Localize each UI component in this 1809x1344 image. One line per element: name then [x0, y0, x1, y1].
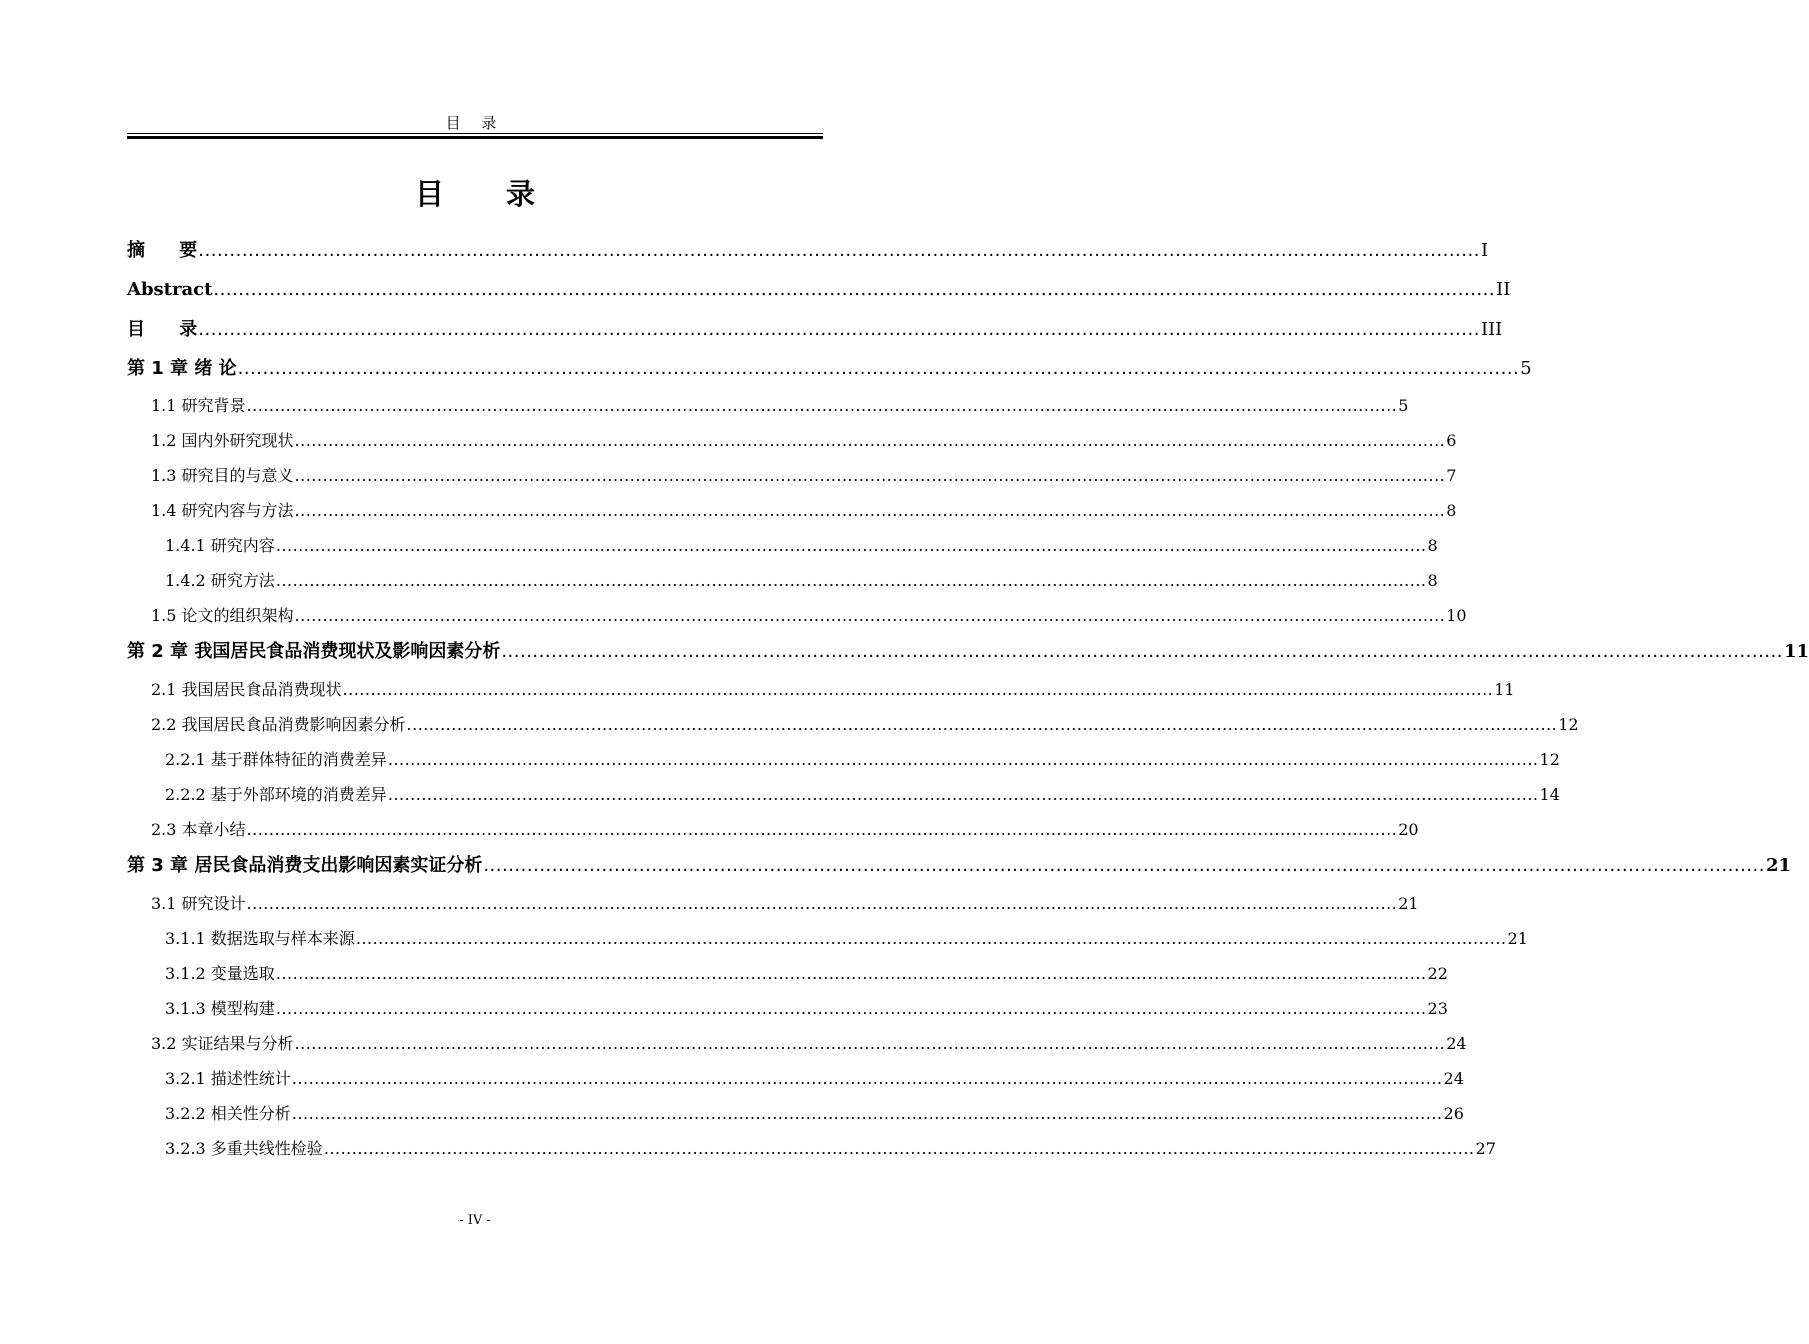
toc-entry-label: 第 3 章 居民食品消费支出影响因素实证分析 — [127, 855, 483, 876]
toc-leader: .............................................................................................................................................................................................................. — [275, 999, 1427, 1018]
toc-entry-subsection[interactable] — [165, 534, 1438, 558]
toc-entry-page: 7 — [1446, 466, 1457, 485]
toc-entry-label: 1.3 研究目的与意义 — [151, 466, 294, 485]
toc-leader: .............................................................................................................................................................................................................. — [323, 1139, 1475, 1158]
toc-leader: .............................................................................................................................................................................................................. — [275, 571, 1427, 590]
toc-leader: .............................................................................................................................................................................................................. — [501, 641, 1783, 662]
toc-entry-page: 12 — [1539, 750, 1560, 769]
toc-entry-subsection[interactable] — [165, 997, 1448, 1021]
toc-leader: .............................................................................................................................................................................................................. — [291, 1069, 1443, 1088]
toc-entry-label: 第 1 章 绪 论 — [127, 358, 237, 379]
toc-entry-page: 26 — [1443, 1104, 1464, 1123]
toc-entry-label: 目 录 — [127, 319, 212, 340]
toc-entry-subsection[interactable] — [165, 1137, 1496, 1161]
toc-entry-page: 10 — [1446, 606, 1467, 625]
toc-entry-label: 3.1.2 变量选取 — [165, 964, 275, 983]
toc-entry-page: 11 — [1784, 641, 1809, 662]
toc-leader: .............................................................................................................................................................................................................. — [342, 680, 1494, 699]
toc-entry-label: 摘 要 — [127, 240, 212, 261]
toc-entry-page: I — [1480, 240, 1489, 261]
toc-entry-label: 3.1.3 模型构建 — [165, 999, 275, 1018]
toc-entry-subsection[interactable] — [165, 748, 1560, 772]
toc-leader: .............................................................................................................................................................................................................. — [213, 279, 1496, 300]
toc-entry-page: 8 — [1427, 571, 1438, 590]
toc-entry-section[interactable] — [151, 892, 1419, 916]
toc-entry-page: 5 — [1398, 396, 1409, 415]
toc-leader: .............................................................................................................................................................................................................. — [387, 785, 1539, 804]
toc-entry-label: 1.4.1 研究内容 — [165, 536, 275, 555]
toc-entry-page: 12 — [1558, 715, 1579, 734]
toc-entry-label: 2.2.2 基于外部环境的消费差异 — [165, 785, 387, 804]
toc-leader: .............................................................................................................................................................................................................. — [294, 606, 1446, 625]
toc-leader: .............................................................................................................................................................................................................. — [483, 855, 1765, 876]
toc-entry-page: 11 — [1494, 680, 1515, 699]
toc-entry-page: 8 — [1427, 536, 1438, 555]
toc-leader: .............................................................................................................................................................................................................. — [246, 820, 1398, 839]
toc-leader: .............................................................................................................................................................................................................. — [291, 1104, 1443, 1123]
toc-entry-label: 3.1 研究设计 — [151, 894, 246, 913]
toc-entry-section[interactable] — [151, 429, 1457, 453]
toc-entry-label: 3.2.2 相关性分析 — [165, 1104, 291, 1123]
toc-leader: .............................................................................................................................................................................................................. — [387, 750, 1539, 769]
toc-entry-label: Abstract — [127, 279, 213, 300]
toc-leader: .............................................................................................................................................................................................................. — [246, 894, 1398, 913]
toc-entry-page: II — [1496, 279, 1511, 300]
toc-entry-section[interactable] — [151, 678, 1515, 702]
toc-entry-page: 21 — [1766, 855, 1792, 876]
toc-entry-section[interactable] — [151, 713, 1579, 737]
toc-entry-label: 3.1.1 数据选取与样本来源 — [165, 929, 355, 948]
toc-entry-chapter-3[interactable] — [127, 854, 1792, 878]
toc-leader: .............................................................................................................................................................................................................. — [198, 240, 1480, 261]
toc-leader: .............................................................................................................................................................................................................. — [246, 396, 1398, 415]
toc-entry-section[interactable] — [151, 604, 1467, 628]
toc-entry-label: 1.1 研究背景 — [151, 396, 246, 415]
toc-entry-label: 1.4 研究内容与方法 — [151, 501, 294, 520]
toc-leader: .............................................................................................................................................................................................................. — [198, 319, 1480, 340]
toc-entry-page: 6 — [1446, 431, 1457, 450]
toc-leader: .............................................................................................................................................................................................................. — [275, 536, 1427, 555]
toc-entry-abstract-en[interactable] — [127, 278, 1511, 302]
toc-entry-subsection[interactable] — [165, 1067, 1464, 1091]
toc-leader: .............................................................................................................................................................................................................. — [294, 1034, 1446, 1053]
toc-entry-subsection[interactable] — [165, 1102, 1464, 1126]
toc-entry-page: 14 — [1539, 785, 1560, 804]
toc-entry-page: 27 — [1475, 1139, 1496, 1158]
toc-entry-label: 1.2 国内外研究现状 — [151, 431, 294, 450]
toc-entry-label: 2.1 我国居民食品消费现状 — [151, 680, 342, 699]
toc-entry-section[interactable] — [151, 394, 1409, 418]
toc-title: 目 录 — [414, 177, 562, 211]
toc-entry-label: 3.2.1 描述性统计 — [165, 1069, 291, 1088]
running-header: 目 录 — [445, 114, 505, 132]
toc-leader: .............................................................................................................................................................................................................. — [406, 715, 1558, 734]
toc-entry-label: 2.2 我国居民食品消费影响因素分析 — [151, 715, 406, 734]
toc-entry-label: 1.4.2 研究方法 — [165, 571, 275, 590]
toc-entry-page: 23 — [1427, 999, 1448, 1018]
page-number: - IV - — [459, 1213, 491, 1228]
toc-entry-page: 21 — [1398, 894, 1419, 913]
toc-entry-page: 24 — [1443, 1069, 1464, 1088]
toc-entry-section[interactable] — [151, 818, 1419, 842]
toc-entry-subsection[interactable] — [165, 962, 1448, 986]
toc-entry-chapter-1[interactable] — [127, 357, 1532, 381]
toc-entry-page: 24 — [1446, 1034, 1467, 1053]
toc-leader: .............................................................................................................................................................................................................. — [294, 431, 1446, 450]
toc-entry-label: 第 2 章 我国居民食品消费现状及影响因素分析 — [127, 641, 501, 662]
toc-entry-chapter-2[interactable] — [127, 640, 1809, 664]
toc-entry-page: 5 — [1520, 358, 1532, 379]
toc-leader: .............................................................................................................................................................................................................. — [294, 466, 1446, 485]
toc-entry-subsection[interactable] — [165, 927, 1528, 951]
toc-entry-section[interactable] — [151, 464, 1457, 488]
toc-entry-page: III — [1480, 319, 1503, 340]
toc-entry-contents[interactable] — [127, 318, 1503, 342]
toc-entry-subsection[interactable] — [165, 783, 1560, 807]
toc-entry-section[interactable] — [151, 499, 1457, 523]
toc-entry-subsection[interactable] — [165, 569, 1438, 593]
toc-leader: .............................................................................................................................................................................................................. — [237, 358, 1520, 379]
toc-entry-abstract-cn[interactable] — [127, 239, 1489, 263]
toc-entry-page: 8 — [1446, 501, 1457, 520]
toc-leader: .............................................................................................................................................................................................................. — [275, 964, 1427, 983]
toc-entry-page: 22 — [1427, 964, 1448, 983]
toc-entry-page: 21 — [1507, 929, 1528, 948]
toc-leader: .............................................................................................................................................................................................................. — [294, 501, 1446, 520]
toc-entry-section[interactable] — [151, 1032, 1467, 1056]
toc-leader: .............................................................................................................................................................................................................. — [355, 929, 1507, 948]
toc-entry-page: 20 — [1398, 820, 1419, 839]
toc-entry-label: 3.2.3 多重共线性检验 — [165, 1139, 323, 1158]
toc-entry-label: 2.2.1 基于群体特征的消费差异 — [165, 750, 387, 769]
toc-entry-label: 3.2 实证结果与分析 — [151, 1034, 294, 1053]
toc-entry-label: 1.5 论文的组织架构 — [151, 606, 294, 625]
toc-entry-label: 2.3 本章小结 — [151, 820, 246, 839]
